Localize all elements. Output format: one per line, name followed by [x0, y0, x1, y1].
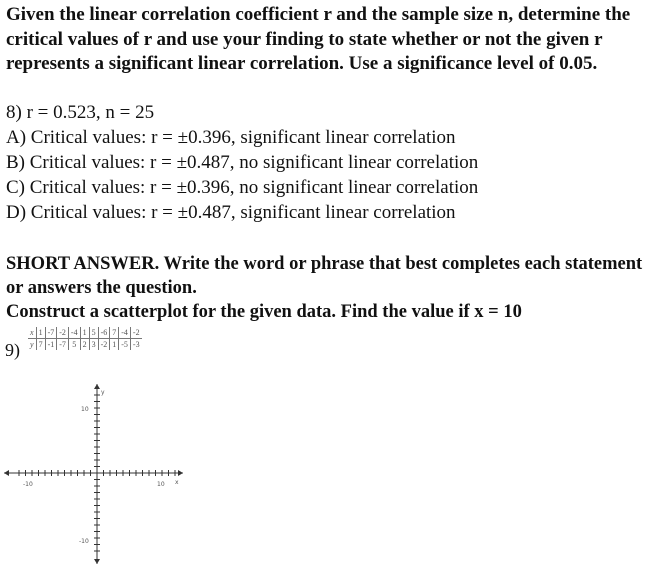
scatterplot-grid[interactable] — [0, 378, 200, 567]
table-row-x — [28, 327, 142, 339]
table-x-cell: -4 — [68, 327, 80, 339]
x-axis-left-arrow-icon — [4, 470, 9, 476]
table-x-label: x — [28, 327, 36, 339]
table-x-cell: 1 — [80, 327, 89, 339]
table-y-cell: 3 — [89, 339, 98, 351]
table-x-cell: -2 — [130, 327, 141, 339]
table-y-cell: -3 — [130, 339, 141, 351]
x-left-tick-label: -10 — [23, 481, 33, 488]
table-x-cell: 7 — [110, 327, 119, 339]
y-axis-down-arrow-icon — [94, 559, 100, 564]
table-y-label: y — [30, 340, 34, 349]
table-y-cell: 1 — [110, 339, 119, 351]
y-axis-up-arrow-icon — [94, 384, 100, 389]
question-9-number: 9) — [5, 340, 20, 360]
table-y-cell: 5 — [68, 339, 80, 351]
y-top-tick-label: 10 — [81, 406, 89, 413]
y-bottom-tick-label: -10 — [79, 538, 89, 545]
table-x-cell: -6 — [98, 327, 110, 339]
data-table — [28, 327, 142, 350]
table-y-cell: -5 — [119, 339, 131, 351]
table-x-cell: 1 — [36, 327, 45, 339]
table-y-cell: 2 — [80, 339, 89, 351]
x-right-tick-label: 10 — [157, 481, 165, 488]
table-x-cell: -2 — [57, 327, 69, 339]
short-answer-section — [6, 252, 646, 324]
x-axis-label: x — [175, 479, 179, 486]
option-c[interactable]: C) Critical values: r = ±0.396, no significant linear correlation — [6, 177, 479, 198]
short-answer-instruction: Construct a scatterplot for the given data. Find the value if x = 10 — [6, 302, 522, 322]
question-8-intro: Given the linear correlation coefficient r and the sample size n, determine the critical values of r and use your finding to state whether or not the given r represents a significant linear correlation. Use a significance level of 0.05. — [6, 4, 631, 74]
table-x-cell: 5 — [89, 327, 98, 339]
question-8-prompt: 8) r = 0.523, n = 25 — [6, 102, 155, 123]
table-row-y — [28, 339, 142, 351]
option-a[interactable]: A) Critical values: r = ±0.396, significant linear correlation — [6, 127, 456, 148]
short-answer-heading: SHORT ANSWER. — [6, 254, 160, 274]
y-axis-label: y — [101, 389, 105, 396]
table-y-cell: -1 — [45, 339, 57, 351]
x-axis-right-arrow-icon — [178, 470, 183, 476]
option-b[interactable]: B) Critical values: r = ±0.487, no significant linear correlation — [6, 152, 479, 173]
table-y-cell: -7 — [57, 339, 69, 351]
table-x-cell: -4 — [119, 327, 131, 339]
table-y-cell: 7 — [36, 339, 45, 351]
option-d[interactable]: D) Critical values: r = ±0.487, significant linear correlation — [6, 202, 456, 223]
table-y-cell: -2 — [98, 339, 110, 351]
table-x-cell: -7 — [45, 327, 57, 339]
short-answer-heading-rest: Write the word or phrase that best completes each statement or answers the question. — [6, 254, 643, 298]
